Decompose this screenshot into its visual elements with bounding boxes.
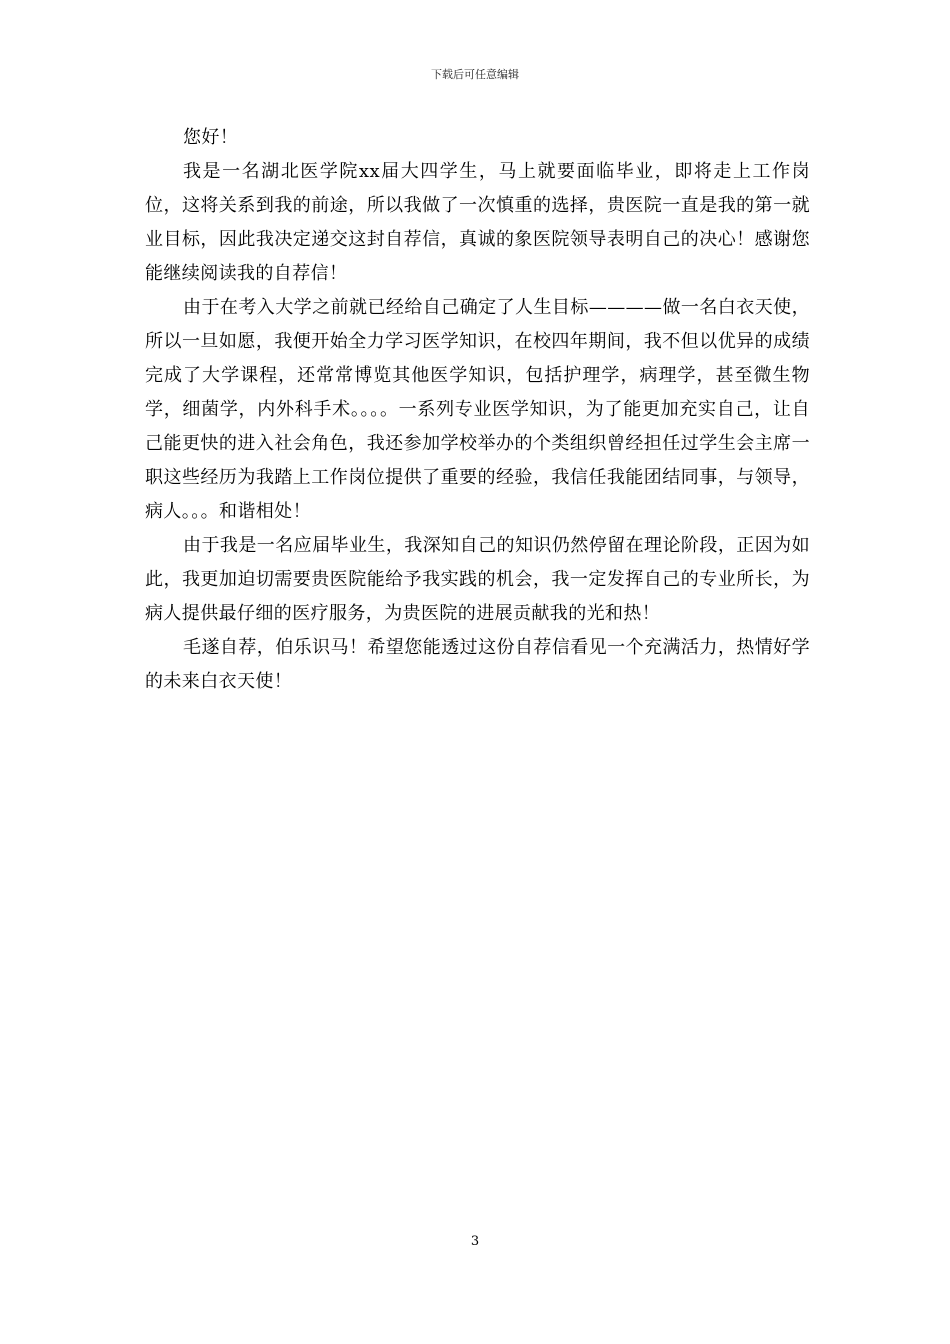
page-number: 3 — [470, 1234, 480, 1249]
page-header-note: 下载后可任意编辑 — [431, 68, 519, 81]
introduction-paragraph: 我是一名湖北医学院xx届大四学生，马上就要面临毕业，即将走上工作岗位，这将关系到我的前途，所以我做了一次慎重的选择，贵医院一直是我的第一就业目标，因此我决定递交这封自荐信，真诚的象医院领导表明自己的决心！感谢您能继续阅读我的自荐信！ — [145, 161, 810, 284]
letter-body — [145, 121, 810, 699]
experience-paragraph: 由于在考入大学之前就已经给自己确定了人生目标————做一名白衣天使，所以一旦如愿，我便开始全力学习医学知识，在校四年期间，我不但以优异的成绩完成了大学课程，还常常博览其他医学知识，包括护理学，病理学，甚至微生物学，细菌学，内外科手术。。。。一系列专业医学知识，为了能更加充实自己，让自己能更快的进入社会角色，我还参加学校举办的个类组织曾经担任过学生会主席一职这些经历为我踏上工作岗位提供了重要的经验，我信任我能团结同事，与领导，病人。。。和谐相处！ — [145, 297, 810, 522]
motivation-paragraph: 由于我是一名应届毕业生，我深知自己的知识仍然停留在理论阶段，正因为如此，我更加迫切需要贵医院能给予我实践的机会，我一定发挥自己的专业所长，为病人提供最仔细的医疗服务，为贵医院的进展贡献我的光和热！ — [145, 535, 810, 624]
closing-paragraph: 毛遂自荐，伯乐识马！希望您能透过这份自荐信看见一个充满活力，热情好学的未来白衣天使！ — [145, 637, 810, 692]
greeting-paragraph: 您好！ — [183, 127, 239, 148]
